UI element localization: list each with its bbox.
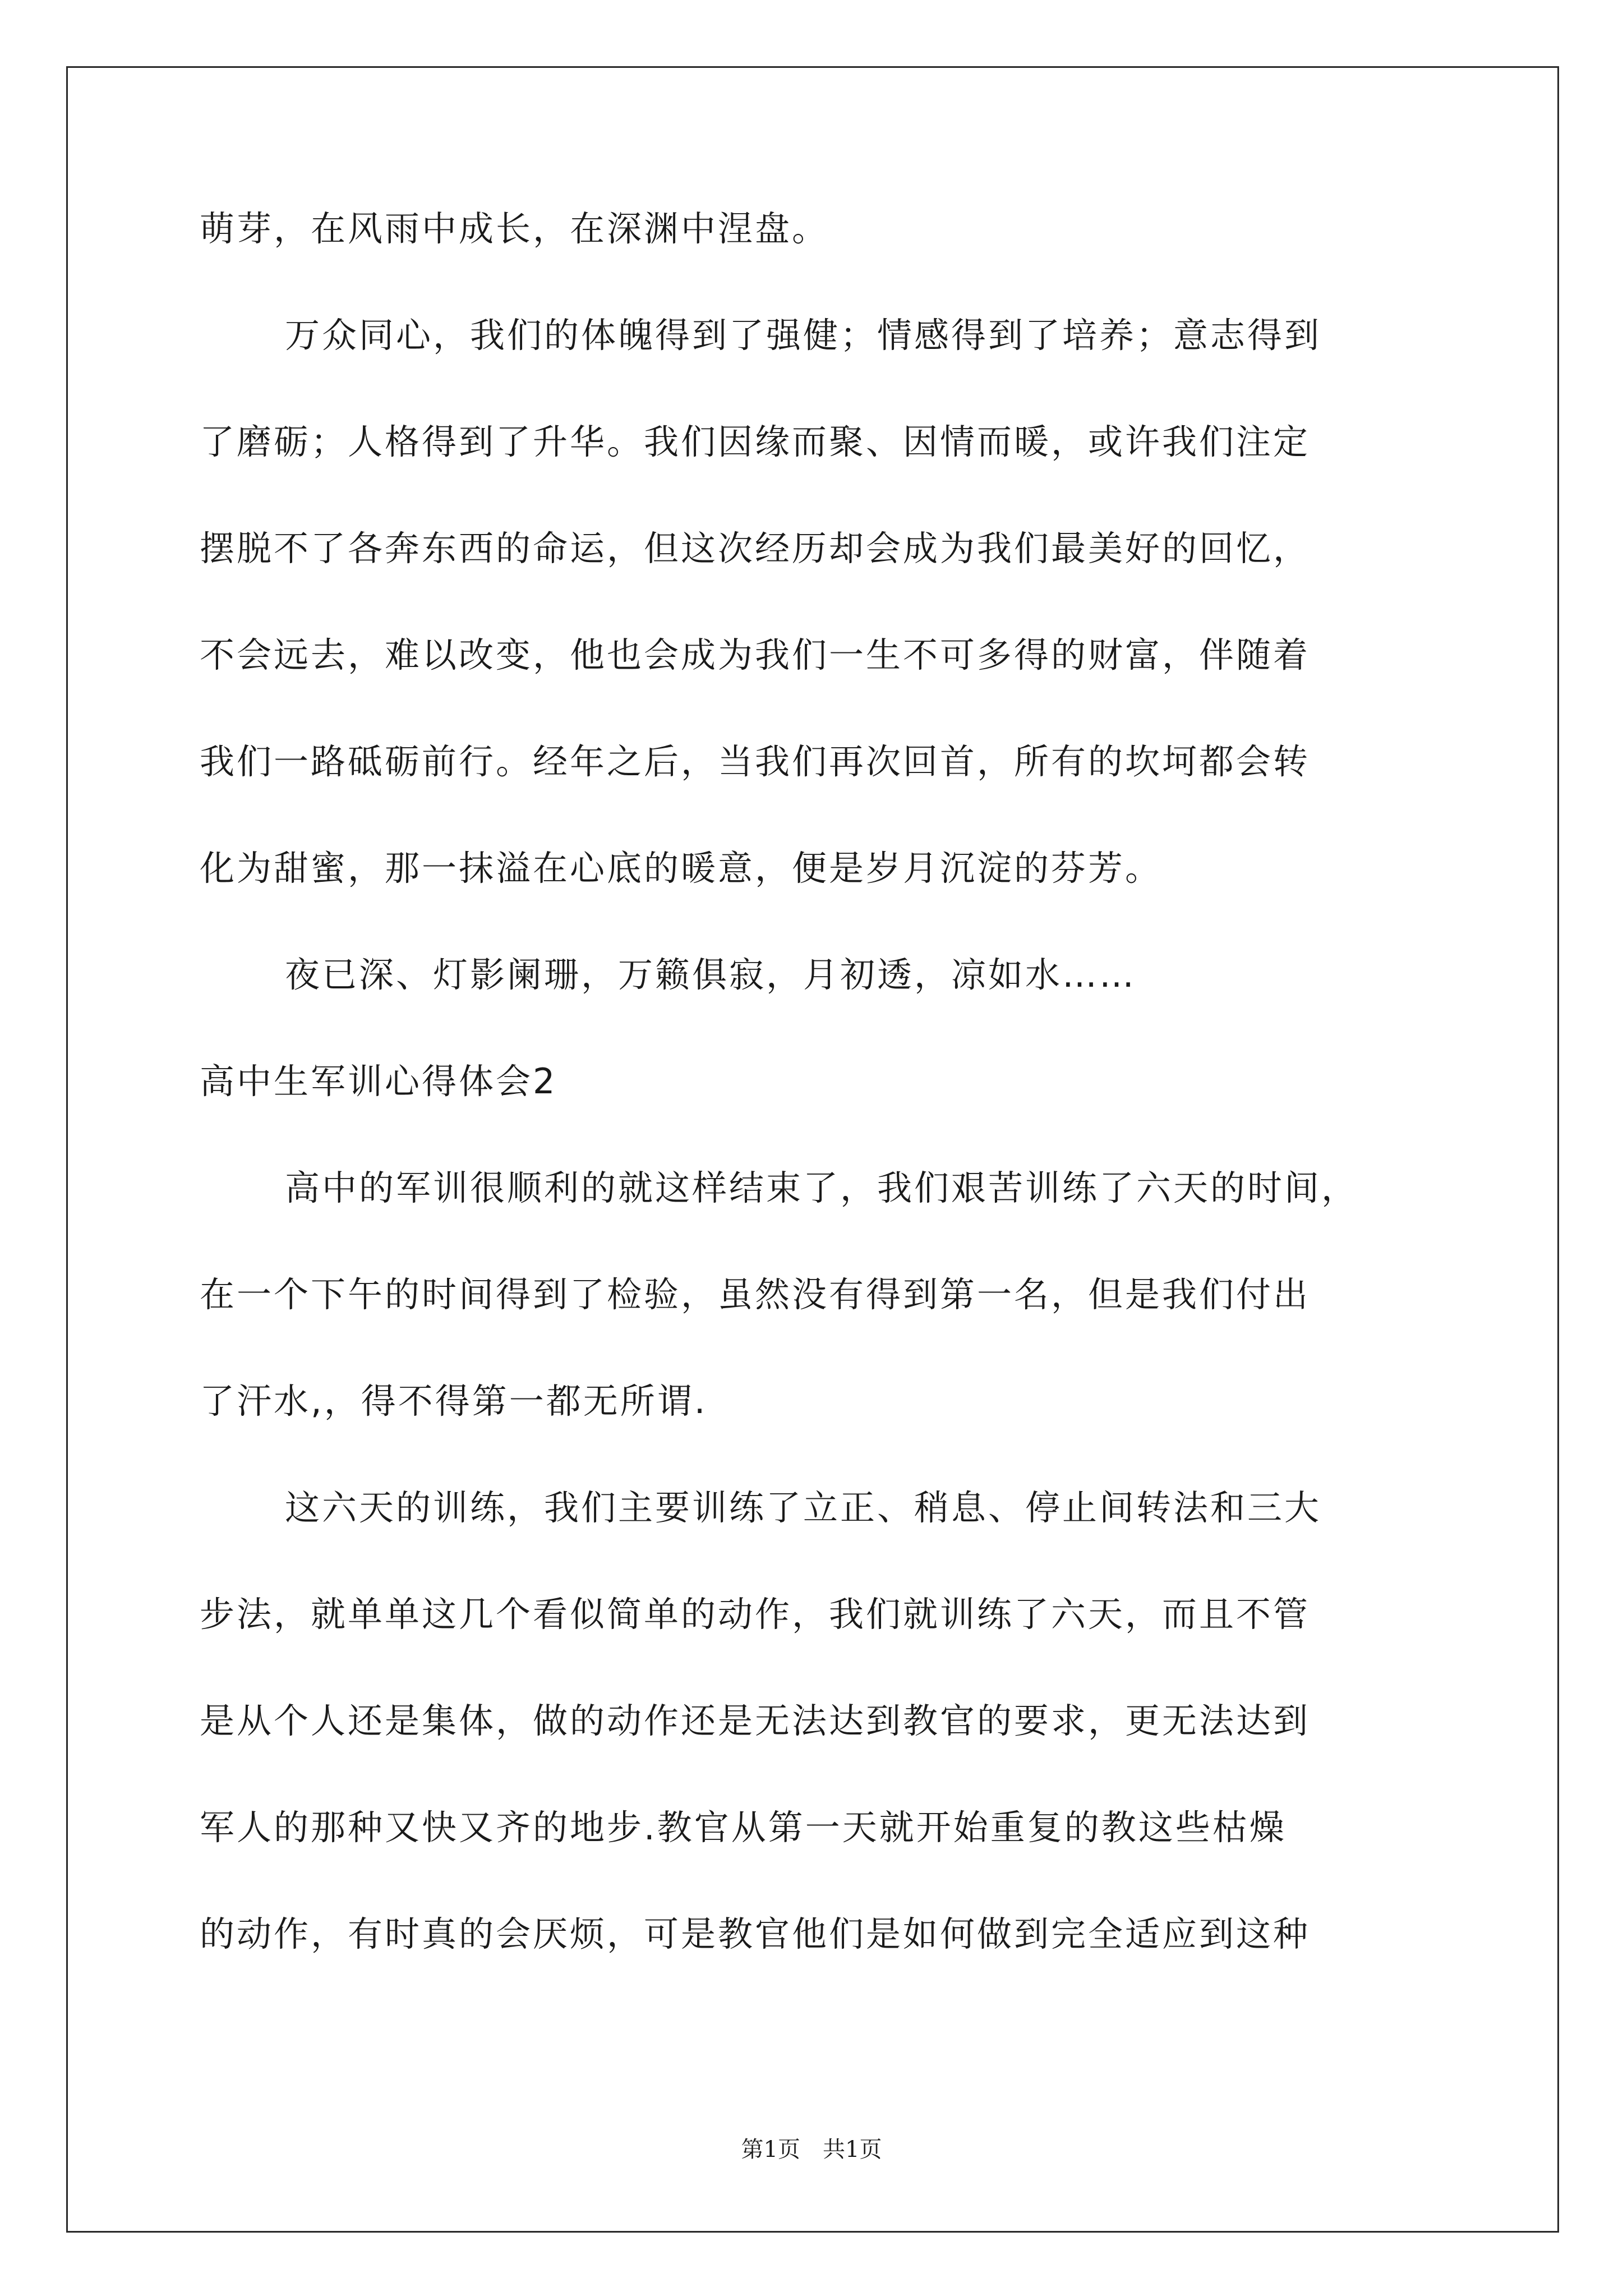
text-line: 步法，就单单这几个看似简单的动作，我们就训练了六天，而且不管 bbox=[200, 1594, 1311, 1635]
text-line: 不会远去，难以改变，他也会成为我们一生不可多得的财富，伴随着 bbox=[200, 634, 1311, 675]
text-line: 萌芽，在风雨中成长，在深渊中涅盘。 bbox=[200, 208, 829, 249]
text-line: 摆脱不了各奔东西的命运，但这次经历却会成为我们最美好的回忆， bbox=[200, 528, 1311, 569]
text-line: 高中的军训很顺利的就这样结束了，我们艰苦训练了六天的时间， bbox=[285, 1167, 1359, 1208]
text-line: 化为甜蜜，那一抹溢在心底的暖意，便是岁月沉淀的芬芳。 bbox=[200, 848, 1163, 889]
page-number-footer: 第1页 共1页 bbox=[741, 2137, 882, 2162]
text-line: 是从个人还是集体，做的动作还是无法达到教官的要求，更无法达到 bbox=[200, 1700, 1311, 1741]
text-line: 了汗水,，得不得第一都无所谓. bbox=[200, 1381, 708, 1421]
text-line: 在一个下午的时间得到了检验，虽然没有得到第一名，但是我们付出 bbox=[200, 1274, 1311, 1315]
text-line: 的动作，有时真的会厌烦，可是教官他们是如何做到完全适应到这种 bbox=[200, 1913, 1311, 1954]
section-heading: 高中生军训心得体会2 bbox=[200, 1061, 557, 1102]
text-line: 这六天的训练，我们主要训练了立正、稍息、停止间转法和三大 bbox=[285, 1487, 1322, 1528]
document-body bbox=[200, 202, 1433, 2014]
text-line: 了磨砺；人格得到了升华。我们因缘而聚、因情而暖，或许我们注定 bbox=[200, 421, 1311, 462]
text-line: 我们一路砥砺前行。经年之后，当我们再次回首，所有的坎坷都会转 bbox=[200, 741, 1311, 782]
text-line: 万众同心，我们的体魄得到了强健；情感得到了培养；意志得到 bbox=[285, 315, 1322, 356]
text-line: 夜已深、灯影阑珊，万籁俱寂，月初透，凉如水…… bbox=[285, 954, 1137, 995]
text-line: 军人的那种又快又齐的地步.教官从第一天就开始重复的教这些枯燥 bbox=[200, 1807, 1287, 1848]
